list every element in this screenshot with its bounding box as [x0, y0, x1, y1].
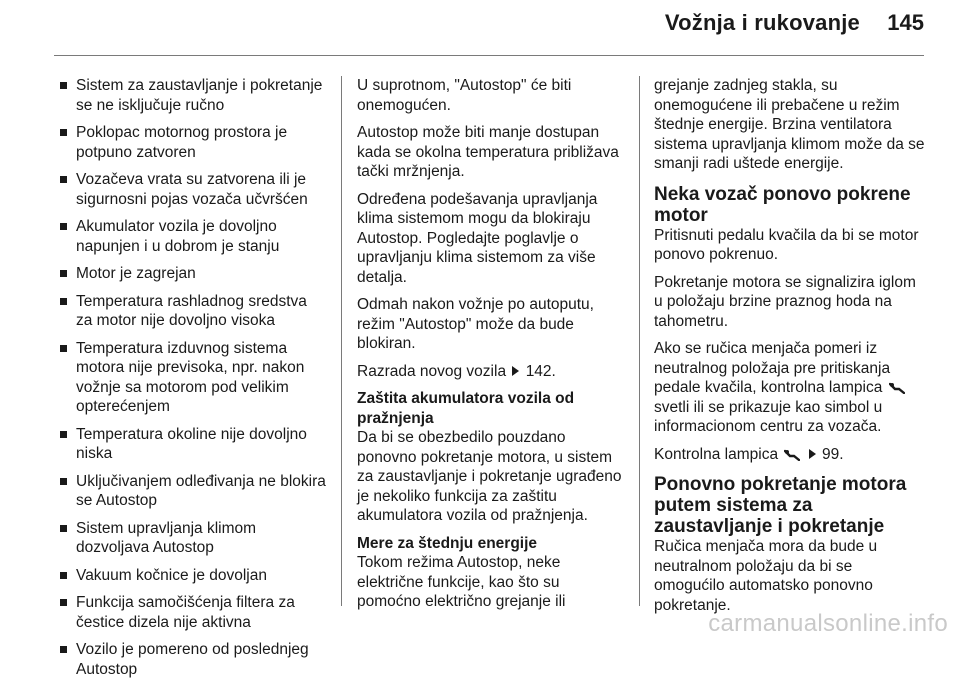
- bullet-square-icon: [60, 82, 67, 89]
- paragraph: Da bi se obezbedilo pouzdano ponovno pokretanje motora, u sistem za zaustavljanje i pokretanje ugrađeno je nekoliko funkcija za zaštitu akumulatora vozila od pražnjenja.: [357, 429, 622, 524]
- page-number: 145: [887, 10, 924, 35]
- list-item: Sistem za zaustavljanje i pokretanje se ne isključuje ručno: [58, 76, 326, 115]
- column-right: [654, 76, 926, 623]
- list-item: Vozilo je pomereno od poslednjeg Autostop: [58, 640, 326, 679]
- subheading-battery-protection: Zaštita akumulatora vozila od pražnjenja: [357, 390, 575, 427]
- paragraph: Razrada novog vozila 142.: [357, 362, 556, 380]
- paragraph: Tokom režima Autostop, neke električne funkcije, kao što su pomoćno električno grejanje ili: [357, 554, 566, 610]
- column-divider: [639, 76, 640, 606]
- section-heading-driver-restart: Neka vozač ponovo pokrene motor: [654, 183, 911, 226]
- column-divider: [341, 76, 342, 606]
- list-item: Poklopac motornog prostora je potpuno zatvoren: [58, 123, 326, 162]
- paragraph: Autostop može biti manje dostupan kada se okolna temperatura približava tački mržnjenja.: [357, 124, 619, 180]
- bullet-square-icon: [60, 525, 67, 532]
- watermark: carmanualsonline.info: [708, 610, 948, 637]
- bullet-square-icon: [60, 270, 67, 277]
- bullet-square-icon: [60, 431, 67, 438]
- list-item: Sistem upravljanja klimom dozvoljava Autostop: [58, 519, 326, 558]
- bullet-square-icon: [60, 478, 67, 485]
- reference-arrow-icon: [512, 366, 519, 376]
- conditions-list: [58, 76, 326, 679]
- reference-arrow-icon: [809, 449, 816, 459]
- list-item: Temperatura okoline nije dovoljno niska: [58, 425, 326, 464]
- paragraph: U suprotnom, "Autostop" će biti onemogućen.: [357, 77, 572, 114]
- paragraph: Ako se ručica menjača pomeri iz neutralnog položaja pre pritiskanja pedale kvačila, kontrolna lampica svetli ili se prikazuje kao simbol u informacionom centru za vozača.: [654, 339, 926, 437]
- bullet-square-icon: [60, 646, 67, 653]
- column-middle: [357, 76, 625, 620]
- list-item: Temperatura rashladnog sredstva za motor nije dovoljno visoka: [58, 292, 326, 331]
- paragraph: Odmah nakon vožnje po autoputu, režim "Autostop" može da bude blokiran.: [357, 296, 594, 352]
- list-item: Temperatura izduvnog sistema motora nije previsoka, npr. nakon vožnje sa motorom pod velikim opterećenjem: [58, 339, 326, 417]
- list-item: Akumulator vozila je dovoljno napunjen i u dobrom je stanju: [58, 217, 326, 256]
- bullet-square-icon: [60, 176, 67, 183]
- paragraph: Ručica menjača mora da bude u neutralnom položaju da bi se omogućilo automatsko ponovno pokretanje.: [654, 538, 878, 614]
- clutch-lamp-icon: [889, 382, 905, 394]
- paragraph: Određena podešavanja upravljanja klima sistemom mogu da blokiraju Autostop. Pogledajte poglavlje o upravljanju klima sistemom za više detalja.: [357, 190, 598, 286]
- bullet-square-icon: [60, 298, 67, 305]
- paragraph: Pokretanje motora se signalizira iglom u položaju brzine praznog hoda na tahometru.: [654, 273, 916, 330]
- list-item: Vakuum kočnice je dovoljan: [58, 566, 326, 586]
- section-heading-auto-restart: Ponovno pokretanje motora putem sistema za zaustavljanje i pokretanje: [654, 474, 907, 537]
- header-divider: [54, 55, 924, 56]
- bullet-square-icon: [60, 223, 67, 230]
- column-left: [58, 76, 326, 687]
- list-item: Uključivanjem odleđivanja ne blokira se Autostop: [58, 472, 326, 511]
- bullet-square-icon: [60, 599, 67, 606]
- page-reference[interactable]: 99.: [822, 445, 844, 463]
- page-reference[interactable]: 142.: [525, 362, 556, 380]
- page-header-title: Vožnja i rukovanje: [664, 10, 860, 35]
- list-item: Motor je zagrejan: [58, 264, 326, 284]
- bullet-square-icon: [60, 345, 67, 352]
- list-item: Vozačeva vrata su zatvorena ili je sigurnosni pojas vozača učvršćen: [58, 170, 326, 209]
- paragraph: Kontrolna lampica 99.: [654, 445, 844, 463]
- paragraph: Pritisnuti pedalu kvačila da bi se motor ponovo pokrenuo.: [654, 226, 919, 263]
- list-item: Funkcija samočišćenja filtera za čestice dizela nije aktivna: [58, 593, 326, 632]
- bullet-square-icon: [60, 129, 67, 136]
- bullet-square-icon: [60, 572, 67, 579]
- subheading-energy-saving: Mere za štednju energije: [357, 534, 538, 552]
- clutch-lamp-icon: [784, 449, 800, 461]
- paragraph: grejanje zadnjeg stakla, su onemogućene ili prebačene u režim štednje energije. Brzina ventilatora sistema upravljanja klimom može da se smanji radi uštede energije.: [654, 77, 925, 172]
